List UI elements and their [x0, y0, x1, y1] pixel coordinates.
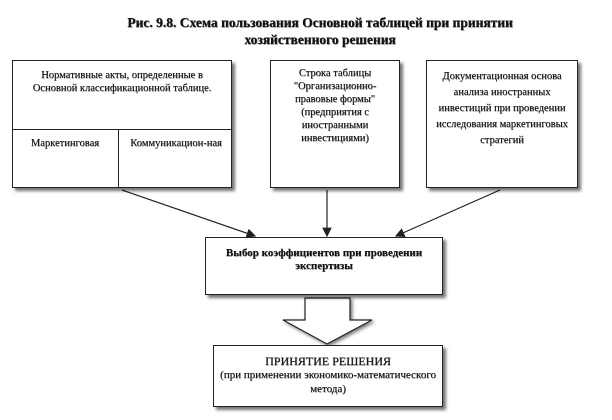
normative-divider — [13, 129, 231, 130]
title-line-2: хозяйственного решения — [244, 32, 396, 47]
coefficient-selection-text: Выбор коэффициентов при проведении экспертизы — [225, 247, 423, 272]
normative-cell-divider — [118, 129, 119, 187]
normative-acts-box — [12, 60, 232, 188]
decision-title: ПРИНЯТИЕ РЕШЕНИЯ — [265, 354, 391, 368]
coefficient-selection-box — [205, 237, 443, 295]
decision-box — [213, 345, 443, 407]
cell-communication: Коммуникацион-ная — [130, 138, 222, 149]
table-row-text: Строка таблицы "Организационно-правовые формы" (предприятия с иностранными инвестициями) — [293, 68, 377, 144]
block-arrow-to-decision — [283, 298, 372, 344]
cell-marketing: Маркетинговая — [30, 138, 100, 149]
table-row-box — [270, 60, 400, 188]
arrow-documentation-to-selection — [396, 190, 500, 236]
arrow-normative-to-selection — [122, 190, 255, 236]
documentation-text: Документационная основа анализа иностранных инвестиций при проведении исследования маркетинговых стратегий — [436, 71, 568, 146]
documentation-box — [426, 60, 578, 188]
decision-subtitle: (при применении экономико-математического метода) — [220, 369, 436, 395]
title-line-1: Рис. 9.8. Схема пользования Основной таблицей при принятии — [127, 15, 513, 30]
normative-acts-text: Нормативные акты, определенные в Основной классификационной таблице. — [32, 70, 212, 94]
